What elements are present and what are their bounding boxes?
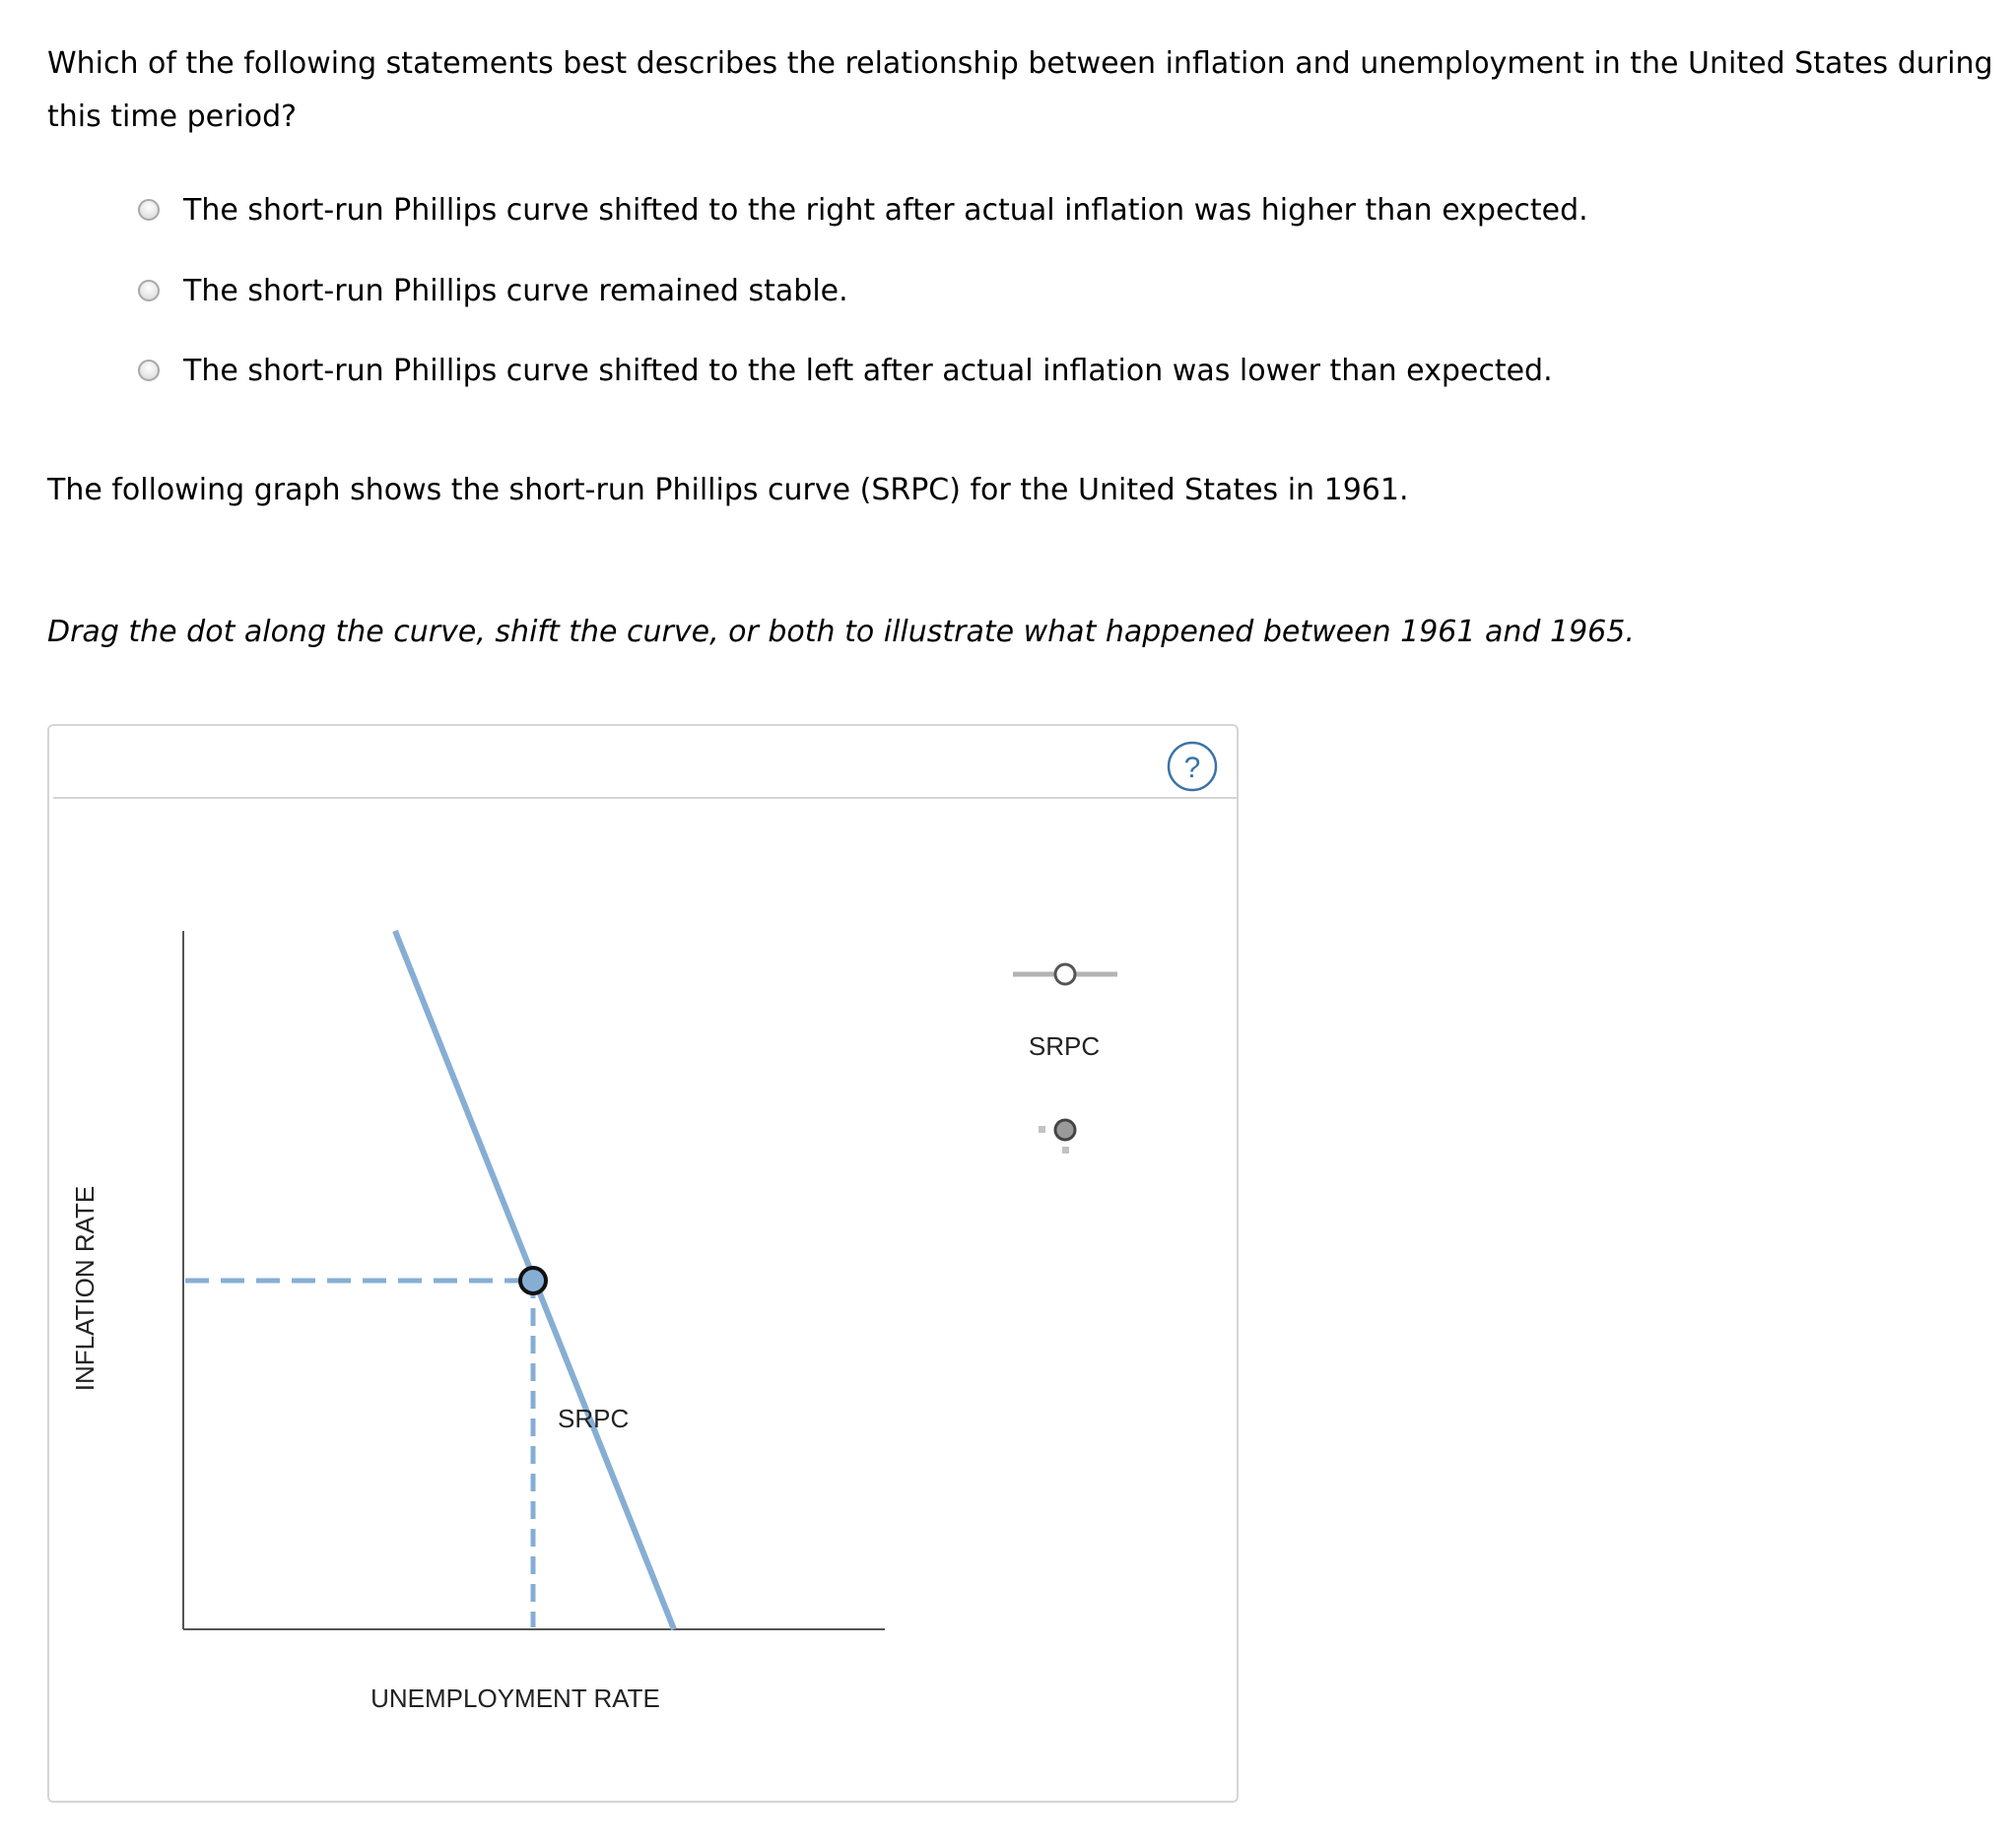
radio-button[interactable] [138, 199, 160, 221]
radio-button[interactable] [138, 360, 160, 381]
graph-description: The following graph shows the short-run Phillips curve (SRPC) for the United States in 1961. [47, 473, 1409, 507]
option-shift-left[interactable] [138, 349, 1553, 392]
srpc-tool-handle [1055, 964, 1075, 984]
option-shift-right[interactable] [138, 188, 1588, 231]
y-axis-label: INFLATION RATE [70, 1185, 100, 1392]
point-tool-h-guide [1039, 1126, 1045, 1133]
radio-button[interactable] [138, 280, 160, 301]
point-tool[interactable] [1039, 1120, 1075, 1154]
srpc-curve-label: SRPC [558, 1404, 630, 1433]
point-tool-dot [1055, 1120, 1075, 1140]
point-tool-v-guide [1062, 1147, 1069, 1154]
graph-panel [47, 724, 1239, 1803]
help-icon-glyph: ? [1183, 752, 1201, 784]
graph-canvas [49, 726, 1241, 1805]
option-label: The short-run Phillips curve remained stable. [183, 273, 848, 308]
question-mark-icon[interactable] [1169, 743, 1216, 790]
option-label: The short-run Phillips curve shifted to the left after actual inflation was lower than expected. [183, 353, 1553, 388]
equilibrium-point[interactable] [520, 1268, 546, 1293]
option-label: The short-run Phillips curve shifted to the right after actual inflation was higher than expected. [183, 192, 1588, 228]
srpc-line-tool[interactable] [1013, 964, 1117, 984]
option-remained-stable[interactable] [138, 269, 848, 312]
x-axis-label: UNEMPLOYMENT RATE [370, 1683, 660, 1713]
question-text: Which of the following statements best describes the relationship between inflation and unemployment in the United States during this time period? [47, 46, 1993, 134]
srpc-tool-label: SRPC [1028, 1031, 1101, 1061]
instruction-text: Drag the dot along the curve, shift the curve, or both to illustrate what happened between 1961 and 1965. [47, 615, 1635, 649]
